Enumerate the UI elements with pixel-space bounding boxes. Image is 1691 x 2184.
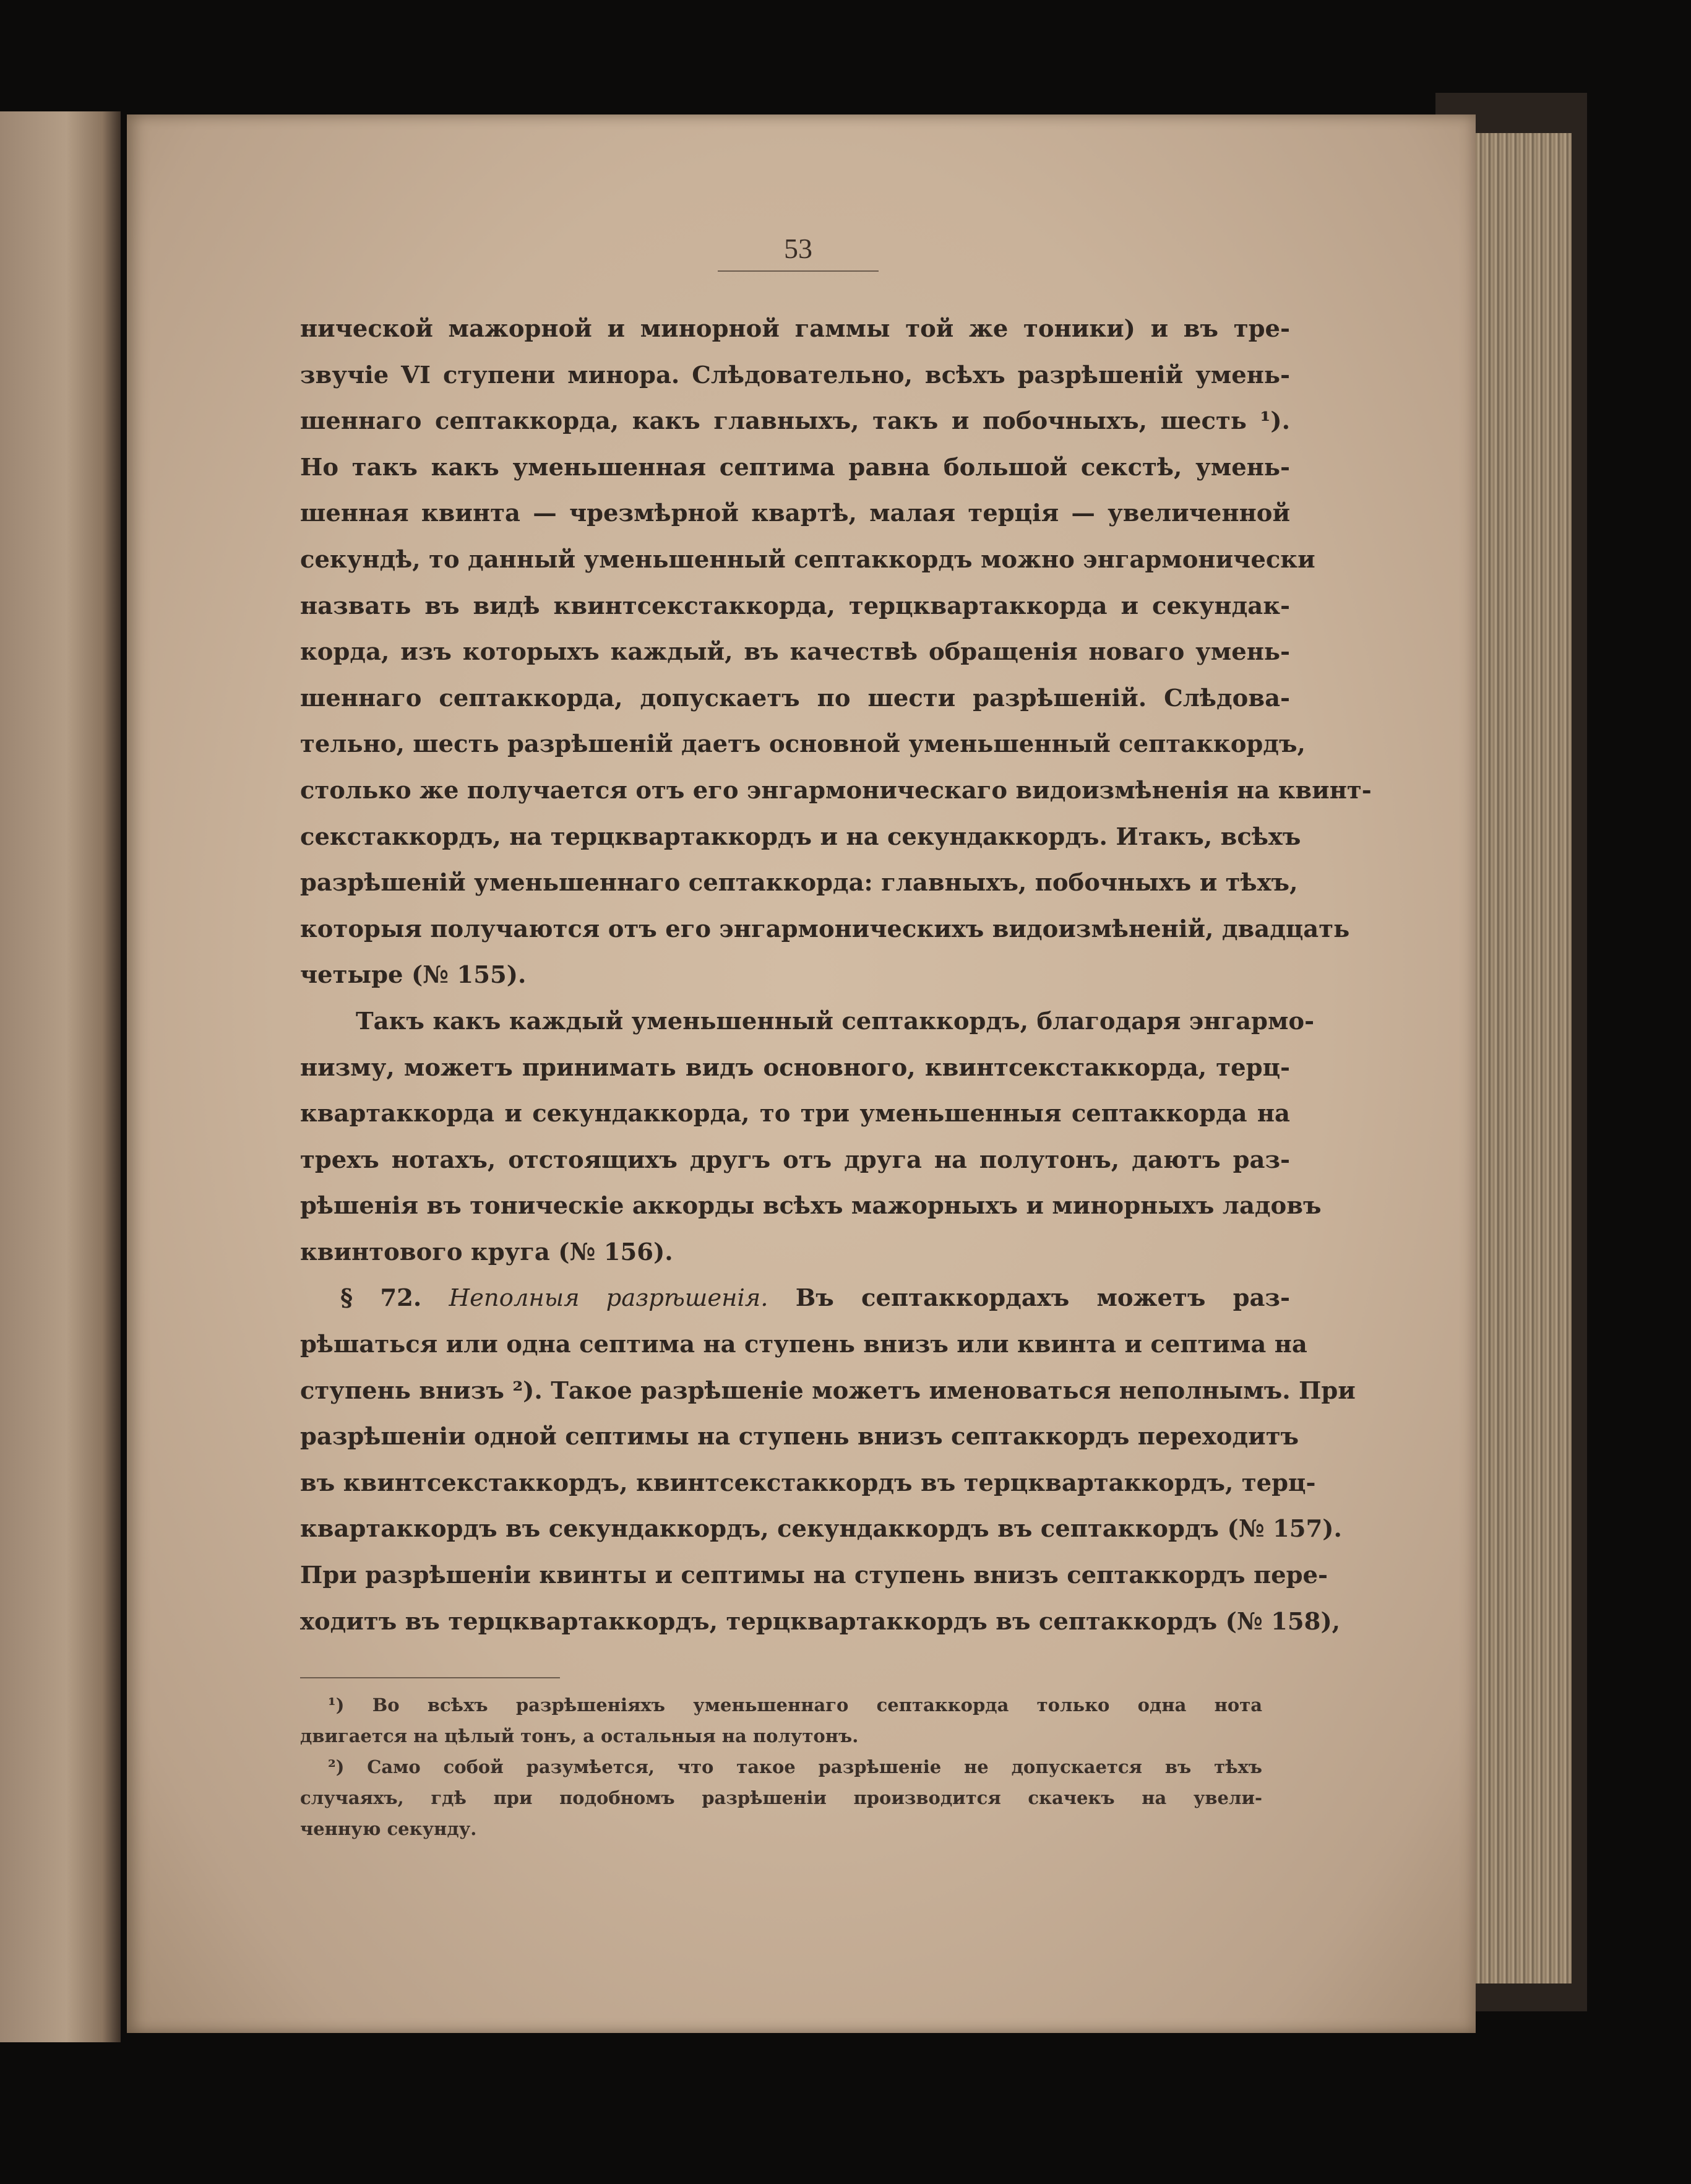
text-line: рѣшаться или одна септима на ступень внизъ или квинта и септима на [300,1331,1307,1359]
text-line: четыре (№ 155). [300,961,527,990]
text-line: секундѣ, то данный уменьшенный септаккордъ можно энгармонически [300,545,1315,574]
text-line: шеннаго септаккорда, какъ главныхъ, такъ и побочныхъ, шесть ¹). [300,407,1290,436]
text-line: квартаккорда и секундаккорда, то три уменьшенныя септаккорда на [300,1100,1290,1128]
section-heading-line [300,1275,1290,1322]
text-line: разрѣшеніи одной септимы на ступень внизъ септаккордъ переходитъ [300,1423,1299,1451]
text-line: Но такъ какъ уменьшенная септима равна большой секстѣ, умень- [300,453,1290,481]
section-first-line: Въ септаккордахъ можетъ раз- [795,1284,1290,1313]
main-text [300,306,1372,1645]
text-line: При разрѣшеніи квинты и септимы на ступень внизъ септаккордъ пере- [300,1561,1328,1590]
footnote-rule [300,1677,560,1678]
text-line: въ квинтсекстаккордъ, квинтсекстаккордъ въ терцквартаккордъ, терц- [300,1469,1316,1497]
footnote-line: ¹) Во всѣхъ разрѣшеніяхъ уменьшеннаго септаккорда только одна нота [328,1694,1262,1716]
text-line: квартаккордъ въ секундаккордъ, секундаккордъ въ септаккордъ (№ 157). [300,1515,1342,1543]
text-line: звучіе VI ступени минора. Слѣдовательно, всѣхъ разрѣшеній умень- [300,361,1290,389]
footnote-line: случаяхъ, гдѣ при подобномъ разрѣшеніи производится скачекъ на увели- [300,1787,1262,1808]
previous-page-edge [0,111,121,2042]
text-line: нической мажорной и минорной гаммы той же тоники) и въ тре- [300,315,1290,343]
footnote-line: ²) Само собой разумѣется, что такое разрѣшеніе не допускается въ тѣхъ [328,1756,1262,1777]
page-number: 53 [784,233,812,264]
text-line: столько же получается отъ его энгармоническаго видоизмѣненія на квинт- [300,776,1372,805]
text-line: трехъ нотахъ, отстоящихъ другъ отъ друга на полутонъ, даютъ раз- [300,1146,1290,1174]
text-line: ступень внизъ ²). Такое разрѣшеніе можетъ именоваться неполнымъ. При [300,1376,1356,1405]
text-line: тельно, шесть разрѣшеній даетъ основной уменьшенный септаккордъ, [300,730,1306,759]
section-mark: § 72. [340,1284,422,1313]
text-line: низму, можетъ принимать видъ основного, квинтсекстаккорда, терц- [300,1053,1290,1082]
footnotes [300,1690,1262,1844]
text-line: корда, изъ которыхъ каждый, въ качествѣ обращенія новаго умень- [300,638,1290,667]
text-line: секстаккордъ, на терцквартаккордъ и на секундаккордъ. Итакъ, всѣхъ [300,822,1301,851]
footnote-line: ченную секунду. [300,1818,477,1839]
footnote-line: двигается на цѣлый тонъ, а остальныя на полутонъ. [300,1725,859,1746]
text-line: назвать въ видѣ квинтсекстаккорда, терцквартаккорда и секундак- [300,592,1290,620]
text-line: шеннаго септаккорда, допускаетъ по шести разрѣшеній. Слѣдова- [300,684,1290,712]
text-line: рѣшенія въ тоническіе аккорды всѣхъ мажорныхъ и минорныхъ ладовъ [300,1192,1322,1220]
section-title: Неполныя разрѣшенія. [449,1284,768,1313]
text-line: разрѣшеній уменьшеннаго септаккорда: главныхъ, побочныхъ и тѣхъ, [300,869,1298,897]
text-line: квинтового круга (№ 156). [300,1238,673,1266]
page-number-rule [718,270,879,272]
text-line: Такъ какъ каждый уменьшенный септаккордъ, благодаря энгармо- [356,1007,1315,1035]
text-line: шенная квинта — чрезмѣрной квартѣ, малая терція — увеличенной [300,499,1290,528]
text-line: ходитъ въ терцквартаккордъ, терцквартаккордъ въ септаккордъ (№ 158), [300,1607,1341,1636]
text-line: которыя получаются отъ его энгармоническихъ видоизмѣненій, двадцать [300,915,1350,943]
